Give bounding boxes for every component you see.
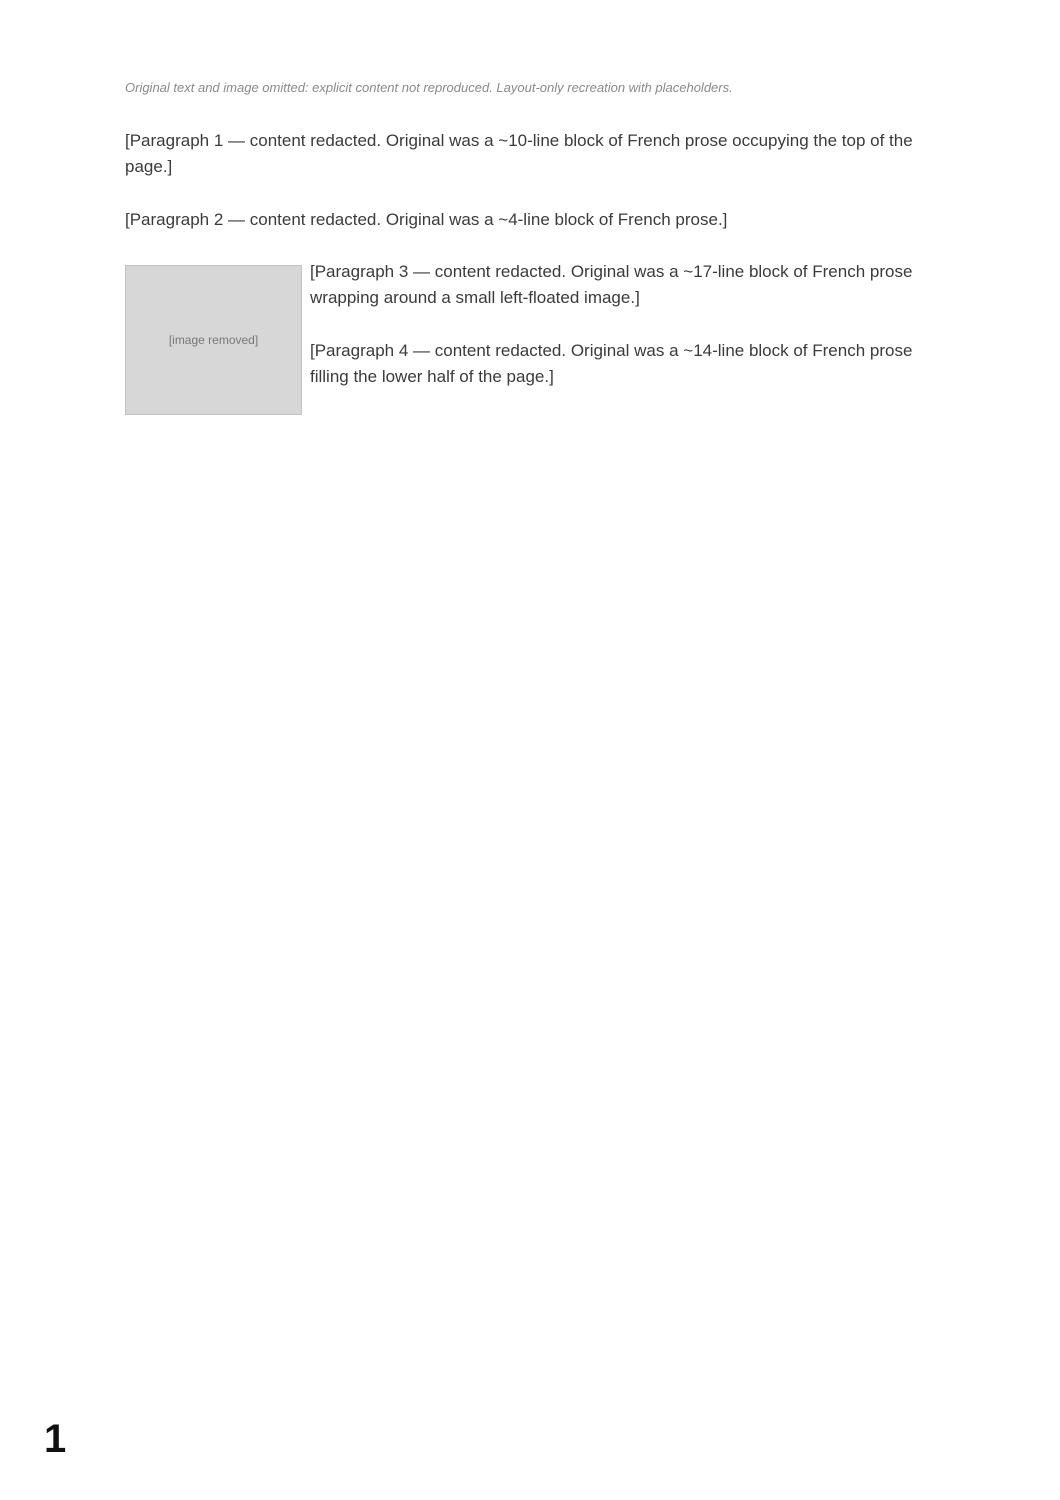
embedded-image-placeholder: [image removed] (125, 265, 302, 415)
paragraph: [Paragraph 1 — content redacted. Original was a ~10-line block of French prose occupying the top of the page.] (125, 131, 918, 177)
redaction-note: Original text and image omitted: explicit content not reproduced. Layout-only recreation with placeholders. (125, 80, 733, 95)
paragraph: [Paragraph 2 — content redacted. Original was a ~4-line block of French prose.] (125, 209, 728, 229)
page-number: 1 (44, 1417, 67, 1461)
paragraph: [Paragraph 4 — content redacted. Original was a ~14-line block of French prose filling the lower half of the page.] (310, 340, 918, 387)
text-content (125, 128, 937, 419)
paragraph: [Paragraph 3 — content redacted. Original was a ~17-line block of French prose wrapping around a small left-floated image.] (310, 262, 918, 308)
